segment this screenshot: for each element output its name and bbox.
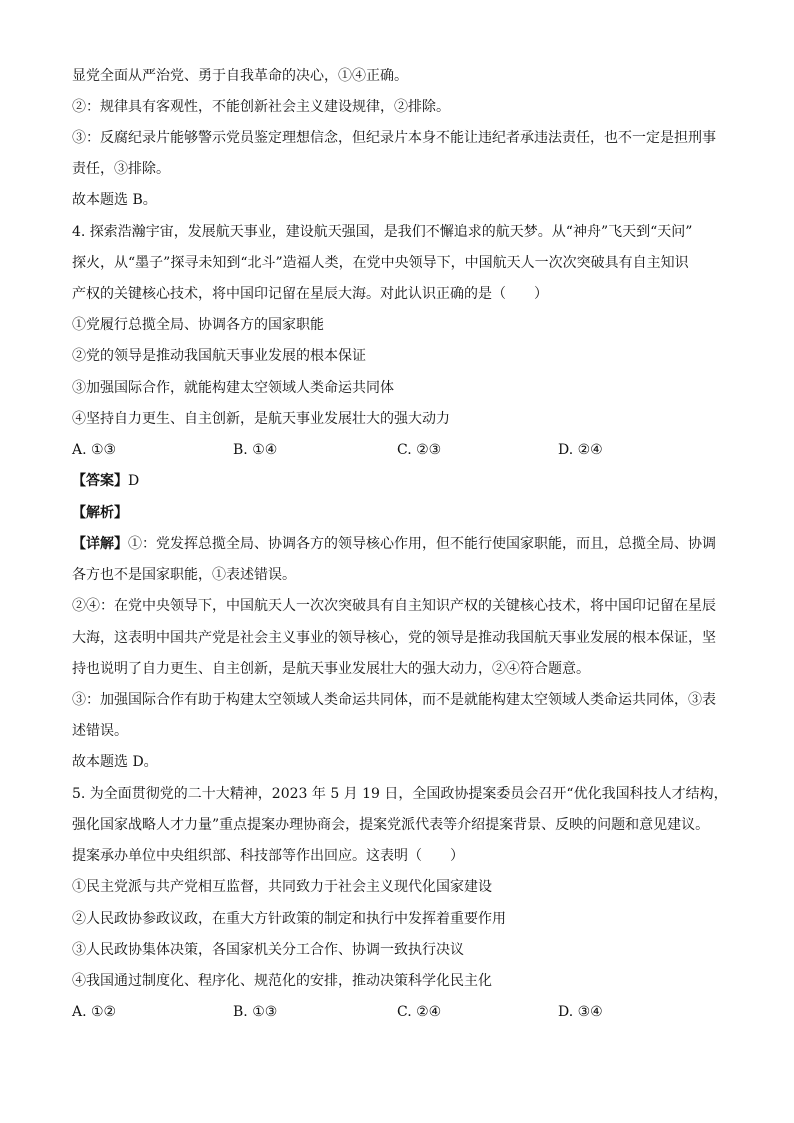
q4-stem-line: 产权的关键核心技术，将中国印记留在星辰大海。对此认识正确的是（ ） xyxy=(72,286,548,302)
text-line: 显党全面从严治党、勇于自我革命的决心，①④正确。 xyxy=(72,68,408,84)
q5-stem-line: 提案承办单位中央组织部、科技部等作出回应。这表明（ ） xyxy=(72,848,464,864)
detail-text: ①：党发挥总揽全局、协调各方的领导核心作用，但不能行使国家职能，而且，总揽全局、协调 xyxy=(128,536,716,552)
q4-option-b: B. ①④ xyxy=(233,442,278,458)
q4-detail-line: ②④：在党中央领导下，中国航天人一次次突破具有自主知识产权的关键核心技术，将中国印记留在星辰 xyxy=(72,598,716,614)
q4-detail-line xyxy=(72,535,732,553)
q4-detail-line: 故本题选 D。 xyxy=(72,754,158,770)
q5-option-d: D. ③④ xyxy=(558,1004,603,1020)
q5-stem-line: 5. 为全面贯彻党的二十大精神，2023 年 5 月 19 日，全国政协提案委员会召开“优化我国科技人才结构， xyxy=(72,786,728,802)
q4-option-a: A. ①③ xyxy=(72,442,117,458)
q4-detail-line: ③：加强国际合作有助于构建太空领域人类命运共同体，而不是就能构建太空领域人类命运共同体，③表 xyxy=(72,692,716,708)
q4-statement: ②党的领导是推动我国航天事业发展的根本保证 xyxy=(72,348,366,364)
q5-stem-line: 强化国家战略人才力量”重点提案办理协商会，提案党派代表等介绍提案背景、反映的问题和意见建议。 xyxy=(72,817,710,833)
q5-options xyxy=(72,1003,732,1021)
text-line: ②：规律具有客观性，不能创新社会主义建设规律，②排除。 xyxy=(72,99,450,115)
q4-option-c: C. ②③ xyxy=(397,442,442,458)
q4-statement: ①党履行总揽全局、协调各方的国家职能 xyxy=(72,317,324,333)
answer-tag: 【答案】 xyxy=(72,473,128,489)
q4-stem-line: 探火，从“墨子”探寻未知到“北斗”造福人类，在党中央领导下，中国航天人一次次突破具有自主知识 xyxy=(72,255,689,271)
answer-value: D xyxy=(128,473,140,489)
q5-statement: ④我国通过制度化、程序化、规范化的安排，推动决策科学化民主化 xyxy=(72,973,492,989)
q4-answer xyxy=(72,472,732,490)
analysis-tag: 【解析】 xyxy=(72,505,128,521)
q5-statement: ③人民政协集体决策，各国家机关分工合作、协调一致执行决议 xyxy=(72,942,464,958)
q4-stem-line: 4. 探索浩瀚宇宙，发展航天事业，建设航天强国，是我们不懈追求的航天梦。从“神舟”飞天到“天问” xyxy=(72,224,693,240)
q4-analysis xyxy=(72,504,732,522)
q4-detail-line: 述错误。 xyxy=(72,723,128,739)
q4-detail-line: 各方也不是国家职能，①表述错误。 xyxy=(72,567,296,583)
q5-statement: ①民主党派与共产党相互监督，共同致力于社会主义现代化国家建设 xyxy=(72,879,492,895)
q4-detail-line: 大海，这表明中国共产党是社会主义事业的领导核心，党的领导是推动我国航天事业发展的根本保证，坚 xyxy=(72,630,716,646)
q4-detail-line: 持也说明了自力更生、自主创新，是航天事业发展壮大的强大动力，②④符合题意。 xyxy=(72,661,590,677)
q4-statement: ④坚持自力更生、自主创新，是航天事业发展壮大的强大动力 xyxy=(72,411,450,427)
q5-statement: ②人民政协参政议政，在重大方针政策的制定和执行中发挥着重要作用 xyxy=(72,911,506,927)
q4-option-d: D. ②④ xyxy=(558,442,603,458)
text-line: 故本题选 B。 xyxy=(72,192,157,208)
q5-option-b: B. ①③ xyxy=(233,1004,278,1020)
detail-tag: 【详解】 xyxy=(72,536,128,552)
text-line: 责任，③排除。 xyxy=(72,161,170,177)
text-line: ③：反腐纪录片能够警示党员鉴定理想信念，但纪录片本身不能让违纪者承违法责任，也不一定是担刑事 xyxy=(72,130,716,146)
q4-options xyxy=(72,441,732,459)
q5-option-c: C. ②④ xyxy=(397,1004,442,1020)
q4-statement: ③加强国际合作，就能构建太空领域人类命运共同体 xyxy=(72,380,394,396)
q5-option-a: A. ①② xyxy=(72,1004,117,1020)
